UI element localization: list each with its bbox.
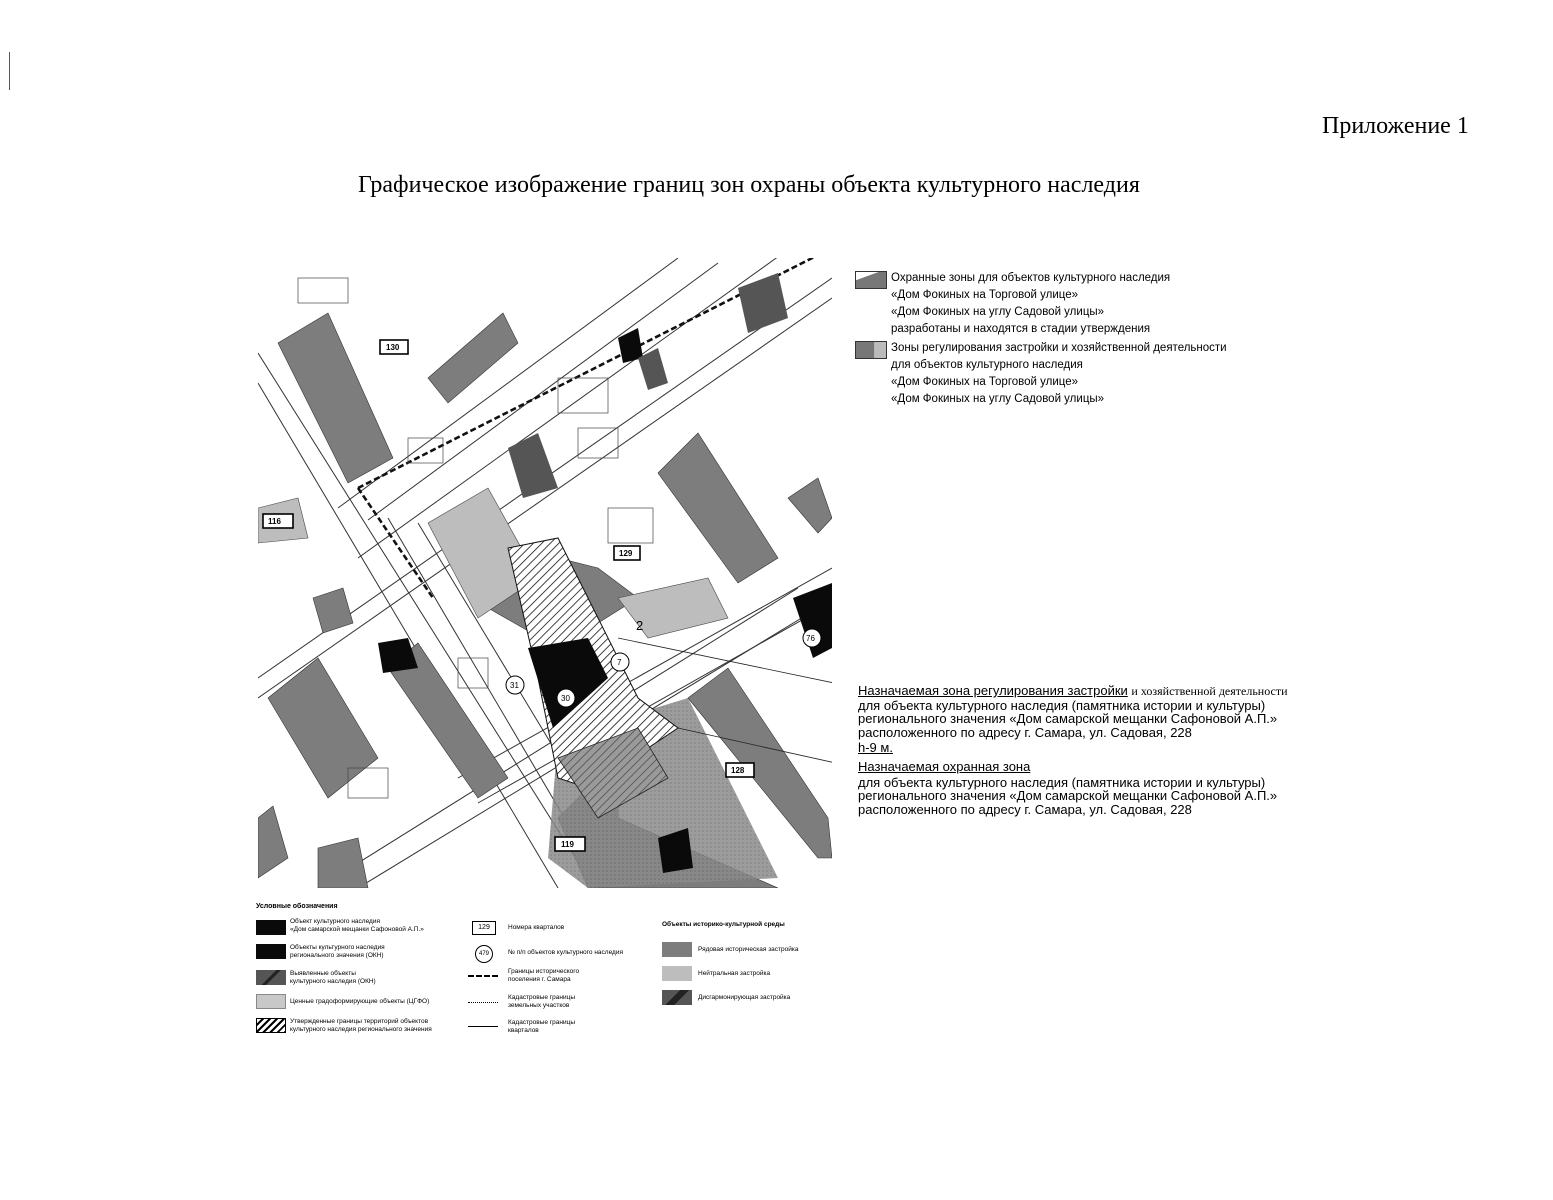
regulation-zone-line-3: «Дом Фокиных на Торговой улице» [891, 376, 1079, 388]
legend-okn-regional [290, 944, 385, 960]
legend-cadastral-parcels-line1: Кадастровые границы [508, 994, 576, 1001]
legend-object-numbers: № п/п объектов культурного наследия [508, 949, 623, 956]
object-31: 31 [510, 681, 519, 690]
legend-approved-boundary-line1: Утвержденные границы территорий объектов [290, 1018, 429, 1025]
protection-zone-swatch [855, 271, 887, 289]
protection-zone-line-1: Охранные зоны для объектов культурного наследия [891, 272, 1171, 284]
object-76: 76 [806, 634, 815, 643]
page-title: Графическое изображение границ зон охраны объекта культурного наследия [358, 172, 1140, 198]
regulation-zone-swatch [855, 341, 887, 359]
zone-map [258, 258, 832, 888]
legend-neutral-buildings-swatch [662, 966, 692, 981]
legend-approved-boundary-line2: культурного наследия регионального значения [290, 1026, 432, 1033]
legend-quarter-symbol: 129 [472, 921, 496, 935]
margin-mark [9, 52, 10, 90]
legend-disharmony-buildings: Дисгармонирующая застройка [698, 994, 791, 1001]
regulation-callout-heading: Назначаемая зона регулирования застройки [858, 683, 1128, 698]
legend-cadastral-quarters [508, 1019, 575, 1035]
legend-okn-identified [290, 970, 376, 986]
legend-cgfo-swatch [256, 994, 286, 1009]
legend-object-number-symbol: 479 [475, 945, 493, 963]
legend-disharmony-buildings-swatch [662, 990, 692, 1005]
legend-historic-boundary-line2: поселения г. Самара [508, 976, 571, 983]
legend-cadastral-quarters-line1: Кадастровые границы [508, 1019, 576, 1026]
legend-okn-regional-line2: регионального значения (ОКН) [290, 952, 384, 959]
legend-cadastral-parcels [508, 994, 575, 1010]
protection-zone-callout [858, 760, 1277, 816]
legend-cgfo-line1: Ценные градоформирующие объекты (ЦГФО) [290, 998, 430, 1005]
regulation-zone-line-1: Зоны регулирования застройки и хозяйственной деятельности [891, 342, 1227, 354]
legend-heritage-env-title: Объекты историко-культурной среды [662, 921, 785, 928]
protection-zone-line-2: «Дом Фокиных на Торговой улице» [891, 289, 1079, 301]
quarter-119: 119 [561, 840, 574, 849]
legend-okn-identified-swatch [256, 970, 286, 985]
regulation-callout-height: h-9 м. [858, 740, 893, 755]
legend-okn-identified-line1: Выявленные объекты [290, 970, 356, 977]
appendix-label: Приложение 1 [1322, 113, 1469, 139]
protection-zone-legend-text [891, 270, 1170, 338]
legend-cadastral-parcels-line2: земельных участков [508, 1002, 570, 1009]
quarter-128: 128 [731, 766, 745, 775]
protection-callout-line-1: для объекта культурного наследия (памятника истории и культуры) [858, 774, 1266, 790]
bottom-legend-title: Условные обозначения [256, 903, 338, 910]
legend-approved-boundary-swatch [256, 1018, 286, 1033]
legend-cadastral-parcels-symbol [468, 1002, 498, 1003]
regulation-zone-line-2: для объектов культурного наследия [891, 359, 1083, 371]
quarter-130: 130 [386, 343, 400, 352]
legend-historic-buildings: Рядовая историческая застройка [698, 946, 799, 953]
legend-neutral-buildings: Нейтральная застройка [698, 970, 771, 977]
quarter-116: 116 [268, 517, 281, 526]
label-2: 2 [636, 618, 644, 633]
legend-historic-boundary [508, 968, 579, 984]
legend-cadastral-quarters-symbol [468, 1026, 498, 1027]
object-7: 7 [617, 658, 622, 667]
legend-okn-object-line2: «Дом самарской мещанки Сафоновой А.П.» [290, 926, 424, 933]
legend-cgfo [290, 998, 429, 1006]
regulation-callout-line-3: расположенного по адресу г. Самара, ул. Садовая, 228 [858, 724, 1192, 740]
regulation-zone-legend-text [891, 340, 1227, 408]
legend-cadastral-quarters-line2: кварталов [508, 1027, 539, 1034]
protection-zone-line-4: разработаны и находятся в стадии утверждения [891, 323, 1151, 335]
protection-zone-line-3: «Дом Фокиных на углу Садовой улицы» [891, 306, 1105, 318]
legend-okn-object [290, 918, 424, 934]
regulation-zone-callout [858, 684, 1288, 755]
regulation-callout-heading-tail: и хозяйственной деятельности [1131, 684, 1288, 698]
quarter-129: 129 [619, 549, 633, 558]
legend-okn-regional-line1: Объекты культурного наследия [290, 944, 385, 951]
legend-okn-identified-line2: культурного наследия (ОКН) [290, 978, 376, 985]
regulation-callout-line-1: для объекта культурного наследия (памятника истории и культуры) [858, 697, 1266, 713]
legend-approved-boundary [290, 1018, 432, 1034]
protection-callout-line-2: регионального значения «Дом самарской мещанки Сафоновой А.П.» [858, 788, 1278, 803]
protection-callout-line-3: расположенного по адресу г. Самара, ул. Садовая, 228 [858, 801, 1192, 817]
regulation-zone-line-4: «Дом Фокиных на углу Садовой улицы» [891, 393, 1105, 405]
legend-okn-object-swatch [256, 920, 286, 935]
legend-quarter-numbers: Номера кварталов [508, 924, 565, 931]
legend-historic-boundary-symbol [468, 975, 498, 977]
protection-callout-heading: Назначаемая охранная зона [858, 759, 1031, 774]
legend-okn-object-line1: Объект культурного наследия [290, 918, 380, 925]
legend-historic-boundary-line1: Границы исторического [508, 968, 580, 975]
object-30: 30 [561, 694, 570, 703]
bottom-legend [256, 918, 816, 1043]
top-legend [855, 270, 1255, 410]
regulation-callout-line-2: регионального значения «Дом самарской мещанки Сафоновой А.П.» [858, 711, 1278, 726]
legend-historic-buildings-swatch [662, 942, 692, 957]
legend-okn-regional-swatch [256, 944, 286, 959]
